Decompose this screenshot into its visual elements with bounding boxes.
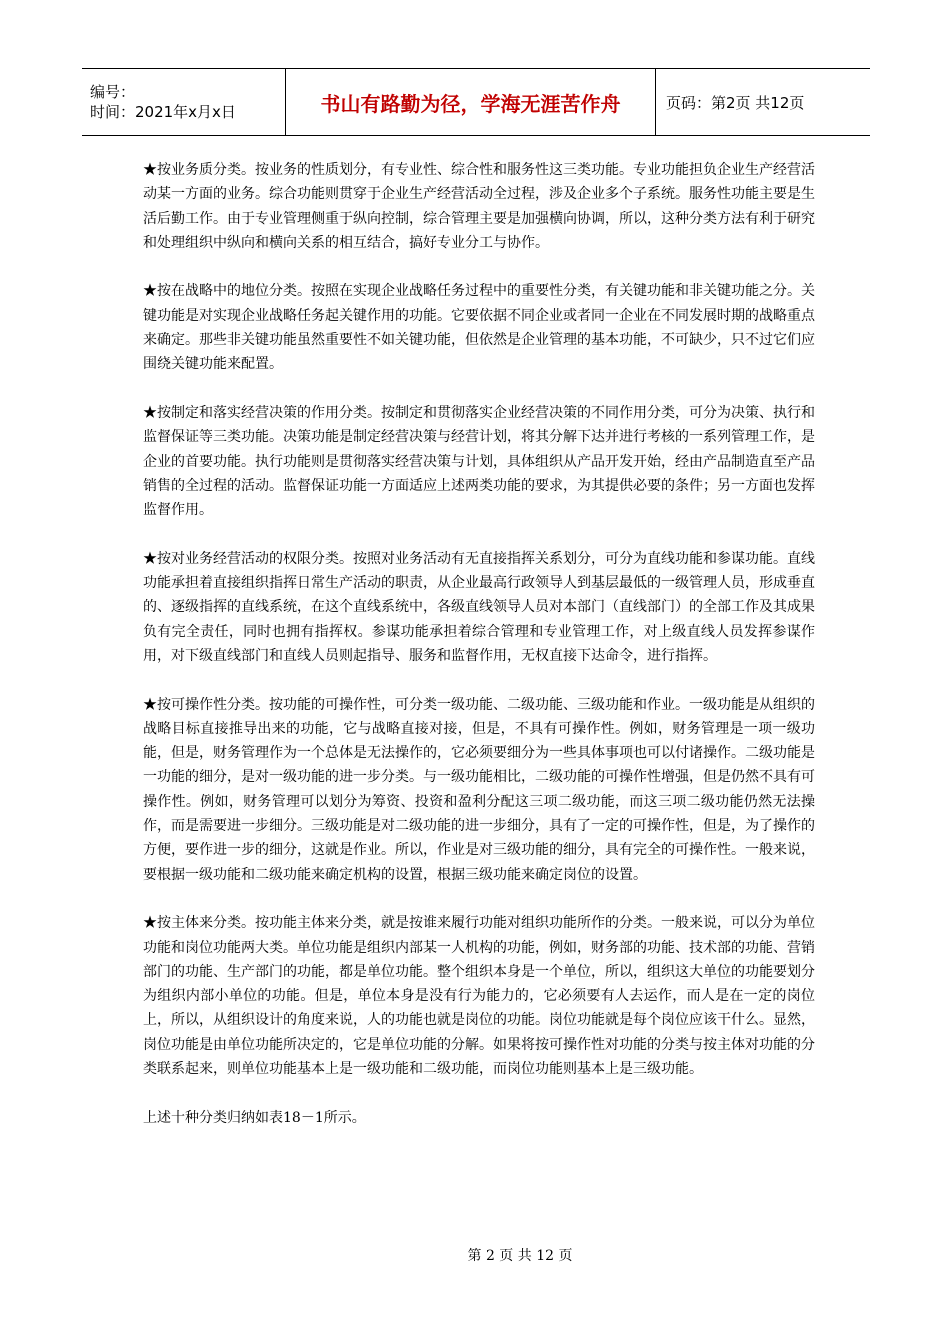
document-body — [143, 158, 815, 1130]
paragraph-authority: ★按对业务经营活动的权限分类。按照对业务活动有无直接指挥关系划分，可分为直线功能和参谋功能。直线功能承担着直接组织指挥日常生产活动的职责，从企业最高行政领导人到基层最低的一级管理人员，形成垂直的、逐级指挥的直线系统，在这个直线系统中，各级直线领导人员对本部门（直线部门）的全部工作及其成果负有完全责任，同时也拥有指挥权。参谋功能承担着综合管理和专业管理工作，对上级直线人员发挥参谋作用，对下级直线部门和直线人员则起指导、服务和监督作用，无权直接下达命令，进行指挥。 — [143, 550, 815, 664]
paragraph-summary: 上述十种分类归纳如表18－1所示。 — [143, 1109, 366, 1126]
footer-page-number: 第 2 页 共 12 页 — [467, 1248, 573, 1264]
header-page-number: 页码：第2页 共12页 — [666, 93, 805, 112]
header-motto: 书山有路勤为径，学海无涯苦作舟 — [286, 69, 656, 135]
paragraph-subject: ★按主体来分类。按功能主体来分类，就是按谁来履行功能对组织功能所作的分类。一般来说，可以分为单位功能和岗位功能两大类。单位功能是组织内部某一人机构的功能，例如，财务部的功能、技术部的功能、营销部门的功能、生产部门的功能，都是单位功能。整个组织本身是一个单位，所以，组织这大单位的功能要划分为组织内部小单位的功能。但是，单位本身是没有行为能力的，它必须要有人去运作，而人是在一定的岗位上，所以，从组织设计的角度来说，人的功能也就是岗位的功能。岗位功能就是每个岗位应该干什么。显然，岗位功能是由单位功能所决定的，它是单位功能的分解。如果将按可操作性对功能的分类与按主体对功能的分类联系起来，则单位功能基本上是一级功能和二级功能，而岗位功能则基本上是三级功能。 — [143, 915, 815, 1077]
document-number-label: 编号： — [90, 83, 136, 101]
header-meta — [82, 69, 286, 135]
document-time-label: 时间：2021年x月x日 — [90, 103, 236, 121]
page-footer — [0, 1245, 950, 1265]
paragraph-decision-role: ★按制定和落实经营决策的作用分类。按制定和贯彻落实企业经营决策的不同作用分类，可分为决策、执行和监督保证等三类功能。决策功能是制定经营决策与经营计划，将其分解下达并进行考核的一系列管理工作，是企业的首要功能。执行功能则是贯彻落实经营决策与计划，具体组织从产品开发开始，经由产品制造直至产品销售的全过程的活动。监督保证功能一方面适应上述两类功能的要求，为其提供必要的条件；另一方面也发挥监督作用。 — [143, 404, 815, 519]
paragraph-strategy-position: ★按在战略中的地位分类。按照在实现企业战略任务过程中的重要性分类，有关键功能和非关键功能之分。关键功能是对实现企业战略任务起关键作用的功能。它要依据不同企业或者同一企业在不同发展时期的战略重点来确定。那些非关键功能虽然重要性不如关键功能，但依然是企业管理的基本功能，不可缺少，只不过它们应围绕关键功能来配置。 — [143, 283, 815, 373]
paragraph-operability: ★按可操作性分类。按功能的可操作性，可分类一级功能、二级功能、三级功能和作业。一级功能是从组织的战略目标直接推导出来的功能，它与战略直接对接，但是，不具有可操作性。例如，财务管理是一项一级功能，但是，财务管理作为一个总体是无法操作的，它必须要细分为一些具体事项也可以付诸操作。二级功能是一功能的细分，是对一级功能的进一步分类。与一级功能相比，二级功能的可操作性增强，但是仍然不具有可操作性。例如，财务管理可以划分为筹资、投资和盈利分配这三项二级功能，而这三项二级功能仍然无法操作，而是需要进一步细分。三级功能是对二级功能的进一步细分，具有了一定的可操作性，但是，为了操作的方便，要作进一步的细分，这就是作业。所以，作业是对三级功能的细分，具有完全的可操作性。一般来说，要根据一级功能和二级功能来确定机构的设置，根据三级功能来确定岗位的设置。 — [143, 696, 815, 883]
page-header — [82, 68, 870, 136]
paragraph-business-nature: ★按业务质分类。按业务的性质划分，有专业性、综合性和服务性这三类功能。专业功能担负企业生产经营活动某一方面的业务。综合功能则贯穿于企业生产经营活动全过程，涉及企业多个子系统。服务性功能主要是生活后勤工作。由于专业管理侧重于纵向控制，综合管理主要是加强横向协调，所以，这种分类方法有利于研究和处理组织中纵向和横向关系的相互结合，搞好专业分工与协作。 — [143, 162, 815, 251]
